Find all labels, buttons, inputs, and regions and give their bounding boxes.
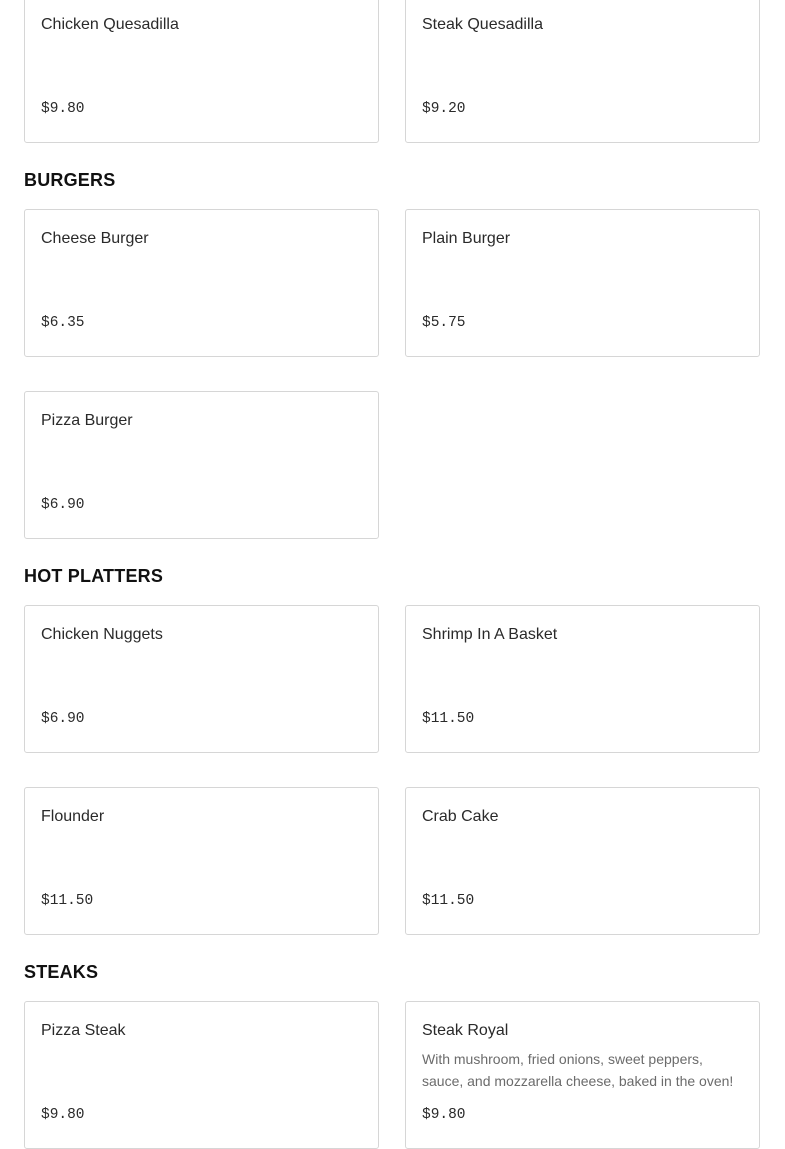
section-title: HOT PLATTERS bbox=[24, 566, 164, 586]
menu-item-card[interactable] bbox=[24, 391, 379, 539]
menu-item-description: With mushroom, fried onions, sweet peppers, sauce, and mozzarella cheese, baked in the oven! bbox=[422, 1051, 734, 1089]
menu-item-name: Flounder bbox=[41, 808, 105, 825]
menu-item-card[interactable] bbox=[24, 605, 379, 753]
menu-item-name: Shrimp In A Basket bbox=[422, 626, 558, 643]
menu-item-name: Steak Quesadilla bbox=[422, 16, 543, 33]
menu-item-price: $5.75 bbox=[422, 315, 466, 331]
section-title: BURGERS bbox=[24, 170, 116, 190]
menu-item-price: $9.80 bbox=[41, 101, 85, 117]
menu-item-price: $11.50 bbox=[41, 893, 94, 909]
menu-item-card[interactable] bbox=[24, 1001, 379, 1149]
menu-item-name: Pizza Steak bbox=[41, 1022, 126, 1039]
menu-item-name: Pizza Burger bbox=[41, 412, 133, 429]
menu-item-card[interactable] bbox=[405, 787, 760, 935]
menu-item-price: $9.80 bbox=[41, 1107, 85, 1123]
section-title: STEAKS bbox=[24, 962, 99, 982]
menu-item-price: $11.50 bbox=[422, 893, 475, 909]
menu-item-name: Steak Royal bbox=[422, 1022, 509, 1039]
menu-item-card[interactable] bbox=[405, 605, 760, 753]
menu-item-card[interactable] bbox=[24, 787, 379, 935]
menu-item-card[interactable] bbox=[24, 209, 379, 357]
menu-item-name: Crab Cake bbox=[422, 808, 499, 825]
menu-item-price: $6.35 bbox=[41, 315, 85, 331]
menu-item-price: $6.90 bbox=[41, 497, 85, 513]
menu-item-card[interactable] bbox=[405, 209, 760, 357]
menu-item-name: Cheese Burger bbox=[41, 230, 149, 247]
menu-item-name: Plain Burger bbox=[422, 230, 511, 247]
menu-item-price: $6.90 bbox=[41, 711, 85, 727]
menu-item-price: $9.80 bbox=[422, 1107, 466, 1123]
menu-item-name: Chicken Quesadilla bbox=[41, 16, 179, 33]
menu-item-card[interactable] bbox=[405, 1001, 760, 1149]
menu-item-name: Chicken Nuggets bbox=[41, 626, 163, 643]
menu-item-card[interactable] bbox=[405, 0, 760, 143]
menu-item-price: $11.50 bbox=[422, 711, 475, 727]
menu-item-price: $9.20 bbox=[422, 101, 466, 117]
menu-item-card[interactable] bbox=[24, 0, 379, 143]
